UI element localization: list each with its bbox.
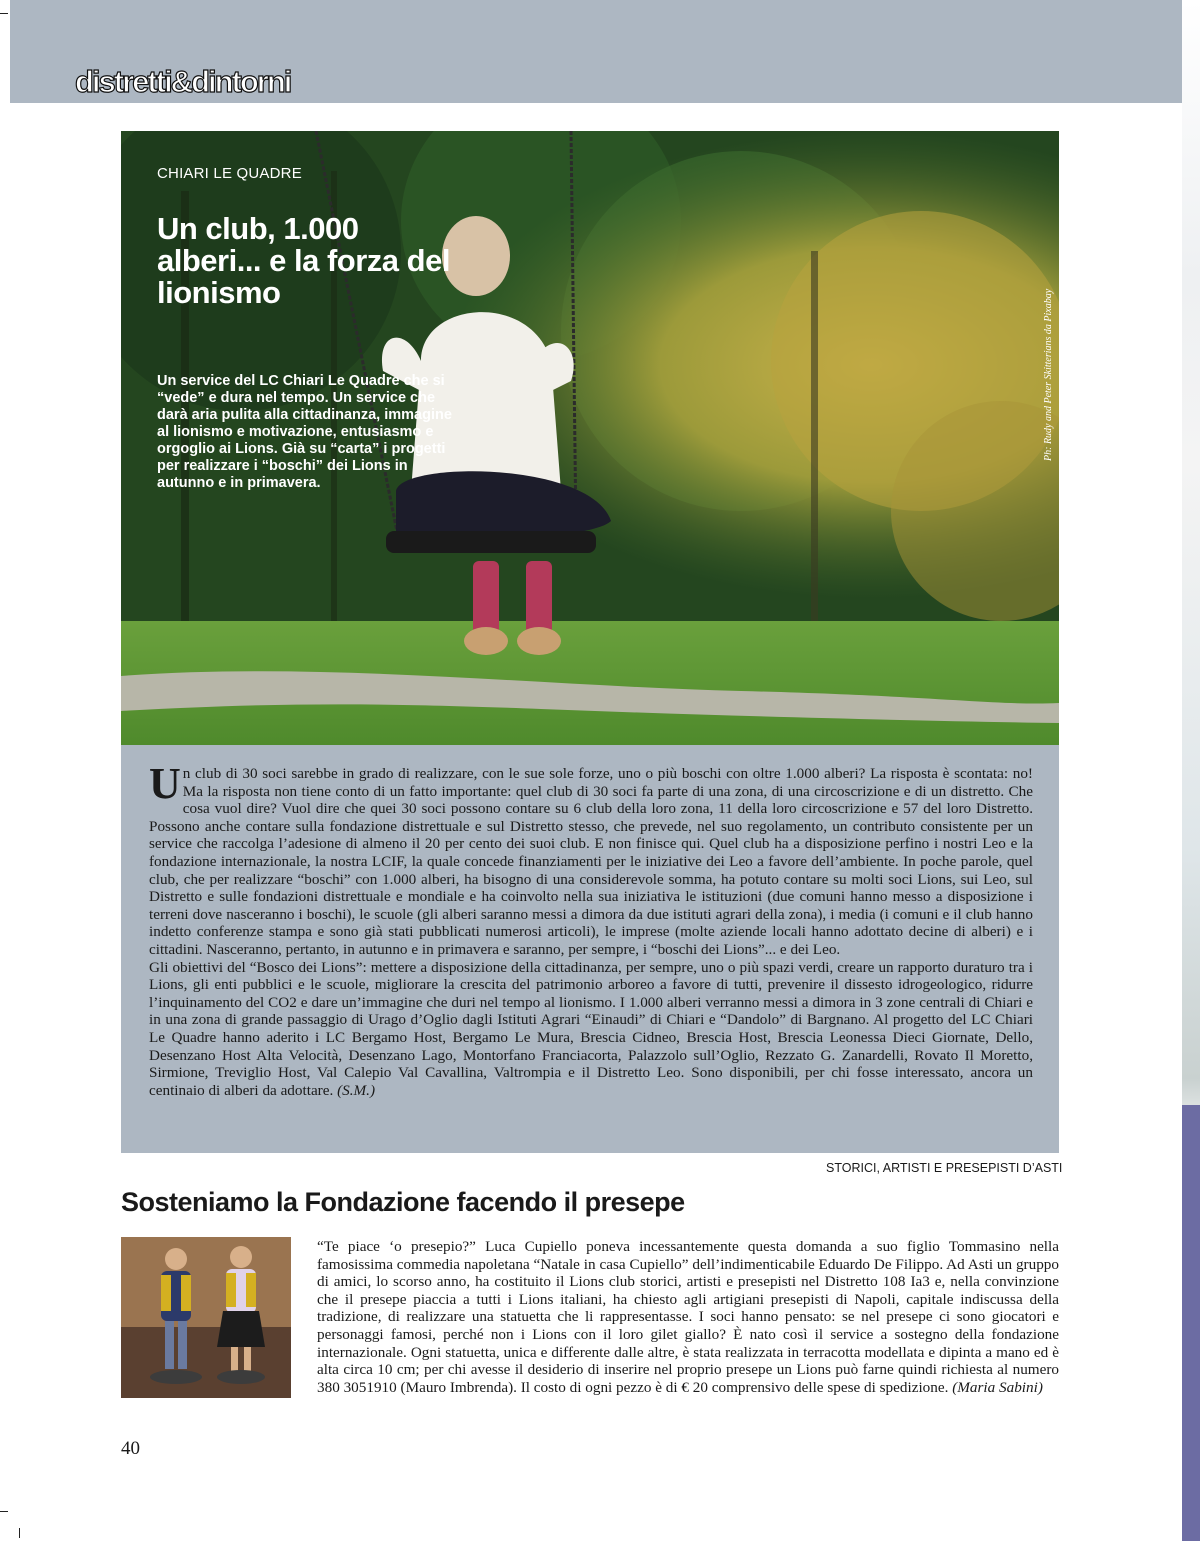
article-lead: Un service del LC Chiari Le Quadre che si “vede” e dura nel tempo. Un service che darà aria pulita alla cittadinanza, immagine al lionismo e motivazione, entusiasmo e orgoglio ai Lions. Già su “carta” i progetti per realizzare i “boschi” dei Lions in autunno e in primavera. <box>157 373 452 491</box>
article-kicker: CHIARI LE QUADRE <box>157 165 302 182</box>
section-title: distretti&dintorni <box>75 64 291 99</box>
article-paragraph <box>149 759 1033 959</box>
article-body <box>149 759 1033 1099</box>
article-paragraph <box>149 959 1033 1100</box>
figurines-illustration <box>121 1237 291 1398</box>
edge-accent-bar <box>1182 1105 1200 1541</box>
photo-credit-text: Ph: Rudy and Peter Skitterians da Pixabay <box>1043 288 1054 461</box>
crop-mark <box>0 1511 8 1512</box>
paragraph-text: “Te piace ‘o presepio?” Luca Cupiello poneva incessantemente questa domanda a suo figlio Tommasino nella famosissima commedia napoletana “Natale in casa Cupiello” dell’indimenticabile Eduardo De Filippo. Ad Asti un gruppo di amici, lo scorso anno, ha costituito il Lions club storici, artisti e presepisti nel Distretto 108 Ia3 e, nella convinzione che il presepe piaccia a tutti i Lions italiani, ha chiesto agli artigiani presepisti di Napoli, capitale indiscussa della tradizione, di realizzare una statuetta che li rappresentasse. I soci hanno pensato: se nel presepe ci sono giocatori e personaggi famosi, perché non i Lions con il loro gilet giallo? È nato così il service a sostegno della fondazione internazionale. Ogni statuetta, unica e differente dalle altre, è stata realizzata in terracotta modellata e dipinta a mano ed è alta circa 10 cm; per chi avesse il desiderio di inserire nel proprio presepe un Lions può farne quindi richiesta al numero 380 3051910 (Mauro Imbrenda). Il costo di ogni pezzo è di € 20 comprensivo delle spese di spedizione. <box>317 1238 1059 1396</box>
article-title: Un club, 1.000 alberi... e la forza del lionismo <box>157 211 450 310</box>
crop-mark <box>19 1528 20 1538</box>
second-article-kicker: STORICI, ARTISTI E PRESEPISTI D’ASTI <box>826 1161 1063 1175</box>
page-number: 40 <box>121 1438 140 1459</box>
crop-mark <box>0 13 8 14</box>
drop-cap: U <box>149 759 181 808</box>
second-article-body <box>317 1238 1059 1396</box>
second-article-title: Sosteniamo la Fondazione facendo il presepe <box>121 1187 685 1217</box>
paragraph-text: n club di 30 soci sarebbe in grado di realizzare, con le sue sole forze, uno o più boschi con oltre 1.000 alberi? La risposta è scontata: no! Ma la risposta non tiene conto di un fatto importante: quel club di 30 soci fa parte di una zona, di una circoscrizione e di un distretto. Che cosa vuol dire? Vuol dire che quei 30 soci possono contare su 6 club della loro zona, 11 della loro circoscrizione e 57 del loro Distretto. Possono anche contare sulla fondazione distrettuale e sul Distretto stesso, che prevede, nel suo regolamento, un contributo consistente per un service che raccolga l’adesione di almeno il 20 per cento dei suoi club. E non finisce qui. Quel club ha a disposizione perfino i nostri Leo e la fondazione internazionale, la nostra LCIF, la quale concede finanziamenti per le iniziative dei Leo a favore dell’ambiente. In poche parole, quel club, che per realizzare “boschi” con 1.000 alberi, ha bisogno di una considerevole somma, ha potuto contare su molti soci Lions, sui Leo, sul Distretto e sulle fondazioni distrettuale e mondiale e ha coinvolto nella sua iniziativa le istituzioni (due comuni hanno messo a disposizione i terreni dove nasceranno i boschi), le scuole (gli alberi saranno messi a dimora da due istituti agrari della zona), i media (i comuni e il club hanno indetto conferenze stampa e sono già stati pubblicati numerosi articoli), le imprese (molte aziende locali hanno adottato decine di alberi) e i cittadini. Nasceranno, pertanto, in autunno e in primavera e saranno, per sempre, i “boschi dei Lions”... e dei Leo. <box>149 765 1033 958</box>
paragraph-text: Gli obiettivi del “Bosco dei Lions”: mettere a disposizione della cittadinanza, per sempre, uno o più spazi verdi, creare un rapporto duraturo tra i Lions, gli enti pubblici e le scuole, migliorare la crescita del patrimonio arboreo a favore di tutti, prevenire il dissesto idrogeologico, ridurre l’inquinamento del CO2 e dare un’immagine che duri nel tempo al lionismo. I 1.000 alberi verranno messi a dimora in 3 zone centrali di Chiari e in una zona di grande passaggio di Urago d’Oglio dagli Istituti Agrari “Einaudi” di Chiari e “Dandolo” di Bargnano. Al progetto del LC Chiari Le Quadre hanno aderito i LC Bergamo Host, Bergamo Le Mura, Brescia Cidneo, Brescia Host, Brescia Leonessa Dieci Giornate, Dello, Desenzano Host Alta Velocità, Desenzano Lago, Montorfano Franciacorta, Palazzolo sull’Oglio, Rezzato G. Zanardelli, Rovato Il Moretto, Sirmione, Treviglio Host, Val Calepio Val Cavallina, Valtrompia e il Distretto Leo. Sono disponibili, per chi fosse interessato, ancora un centinaio di alberi da adottare. <box>149 958 1033 1099</box>
figurines-photo <box>121 1237 291 1398</box>
author-signature: (S.M.) <box>337 1081 376 1099</box>
photo-credit <box>1027 151 1054 461</box>
author-signature: (Maria Sabini) <box>952 1378 1043 1396</box>
hero-photo <box>121 131 1059 745</box>
article-body-box <box>121 745 1059 1153</box>
